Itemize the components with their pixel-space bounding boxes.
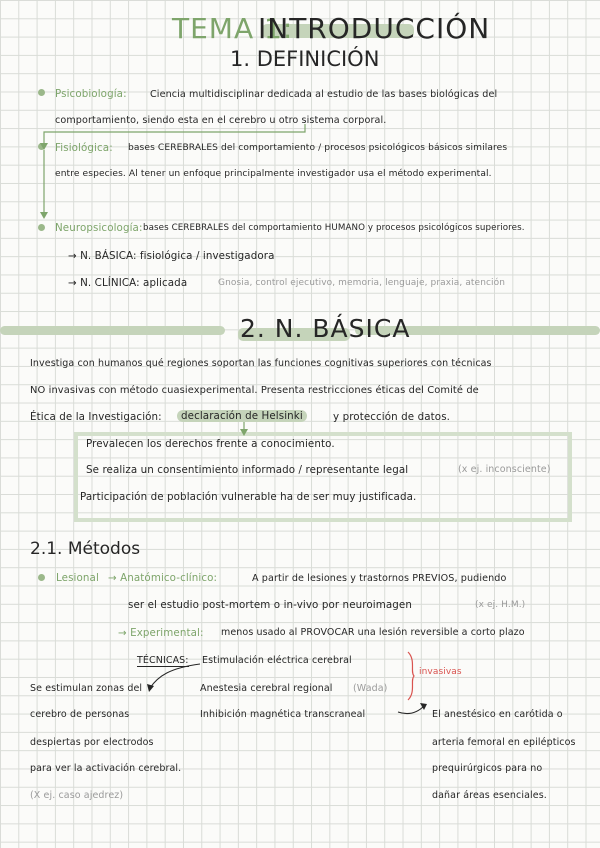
right-note-line1: El anestésico en carótida o bbox=[432, 709, 563, 720]
right-note-line2: arteria femoral en epilépticos bbox=[432, 737, 576, 748]
anat-note: (x ej. H.M.) bbox=[475, 600, 526, 610]
lesional-term: Lesional bbox=[56, 572, 99, 584]
left-note-line1: Se estimulan zonas del bbox=[30, 683, 143, 694]
invasivas-label: invasivas bbox=[419, 667, 462, 677]
section2-line1: Investiga con humanos qué regiones soportan las funciones cognitivas superiores con técnicas bbox=[30, 358, 492, 369]
box-line3: Participación de población vulnerable ha de ser muy justificada. bbox=[80, 491, 417, 503]
box-line2: Se realiza un consentimiento informado / representante legal bbox=[86, 464, 409, 476]
anat-line1: A partir de lesiones y trastornos PREVIOS, pudiendo bbox=[252, 573, 507, 584]
left-note-line2: cerebro de personas bbox=[30, 709, 130, 720]
helsinki-highlight: declaración de Helsinki bbox=[177, 410, 307, 422]
clinica-item: → N. CLÍNICA: aplicada bbox=[68, 277, 188, 289]
wada-note: (Wada) bbox=[353, 683, 388, 694]
anat-line2: ser el estudio post-mortem o in-vivo por neuroimagen bbox=[128, 599, 412, 611]
section2-line2: NO invasivas con método cuasiexperimental. Presenta restricciones éticas del Comité de bbox=[30, 385, 479, 396]
left-note-line3: despiertas por electrodos bbox=[30, 737, 154, 748]
left-note-line5: (X ej. caso ajedrez) bbox=[30, 790, 124, 801]
anestesia-tech: Anestesia cerebral regional bbox=[200, 683, 333, 694]
section2-line3a: Ética de la Investigación: bbox=[30, 411, 162, 423]
experimental-text: menos usado al PROVOCAR una lesión reversible a corto plazo bbox=[221, 627, 525, 638]
tema-label: TEMA 1: bbox=[172, 12, 294, 45]
inhibicion-tech: Inhibición magnética transcraneal bbox=[200, 709, 366, 720]
intro-title: INTRODUCCIÓN bbox=[258, 12, 491, 45]
basica-item: → N. BÁSICA: fisiológica / investigadora bbox=[68, 250, 275, 262]
psico-line1: Ciencia multidisciplinar dedicada al estudio de las bases biológicas del bbox=[150, 89, 498, 100]
neuro-line1: bases CEREBRALES del comportamiento HUMANO y procesos psicológicos superiores. bbox=[143, 223, 525, 233]
estimulacion-tech: Estimulación eléctrica cerebral bbox=[202, 655, 352, 666]
psico-line2: comportamiento, siendo esta en el cerebro u otro sistema corporal. bbox=[55, 115, 387, 126]
section2-line3b: y protección de datos. bbox=[333, 411, 451, 423]
psico-term: Psicobiología: bbox=[55, 88, 127, 100]
section2-title: 2. N. BÁSICA bbox=[240, 314, 411, 343]
box-line1: Prevalecen los derechos frente a conocimiento. bbox=[86, 438, 335, 450]
fisio-line2: entre especies. Al tener un enfoque principalmente investigador usa el método experimental. bbox=[55, 169, 492, 179]
right-note-line4: dañar áreas esenciales. bbox=[432, 790, 547, 801]
experimental-term: → Experimental: bbox=[118, 627, 204, 639]
anatomico-term: → Anatómico-clínico: bbox=[108, 572, 218, 584]
left-note-line4: para ver la activación cerebral. bbox=[30, 763, 182, 774]
box-line2-note: (x ej. inconsciente) bbox=[458, 464, 551, 475]
fisio-term: Fisiológica: bbox=[55, 142, 113, 154]
right-note-line3: prequirúrgicos para no bbox=[432, 763, 543, 774]
neuro-term: Neuropsicología: bbox=[55, 222, 143, 234]
fisio-line1: bases CEREBRALES del comportamiento / procesos psicológicos básicos similares bbox=[128, 143, 508, 153]
definition-heading: 1. DEFINICIÓN bbox=[230, 47, 380, 71]
methods-title: 2.1. Métodos bbox=[30, 539, 141, 559]
tecnicas-label: TÉCNICAS: bbox=[137, 655, 189, 666]
clinica-note: Gnosia, control ejecutivo, memoria, lenguaje, praxia, atención bbox=[218, 278, 506, 288]
